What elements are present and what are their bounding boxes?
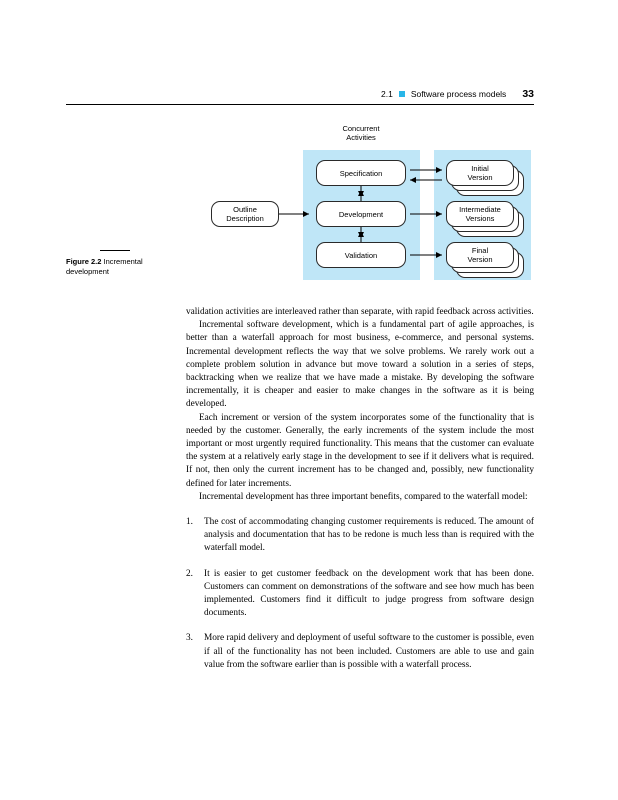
figure-caption-label: Figure 2.2 xyxy=(66,257,102,266)
concurrent-activities-label-line1: Concurrent xyxy=(342,124,380,133)
final-version-line1: Final xyxy=(471,246,489,255)
body-text xyxy=(186,306,534,672)
header-section-number: 2.1 xyxy=(381,89,393,99)
page-header xyxy=(66,88,534,100)
header-divider xyxy=(66,104,534,105)
node-validation xyxy=(316,242,406,268)
node-initial-version xyxy=(446,160,524,196)
outline-description-line1: Outline xyxy=(233,205,257,214)
list-item-text: More rapid delivery and deployment of useful software to the customer is possible, even if all of the functionality has not been included. Customers are able to use and gain value from the software earlier than is possible with a waterfall process. xyxy=(204,633,534,670)
node-specification xyxy=(316,160,406,186)
node-development-label: Development xyxy=(338,209,384,219)
list-item xyxy=(186,568,534,621)
blue-square-icon xyxy=(399,91,405,97)
list-item-text: It is easier to get customer feedback on the development work that has been done. Customers can comment on demonstrations of the software and see how much has been implemented. Customers find it difficult to judge progress from software design documents. xyxy=(204,568,534,619)
list-item-text: The cost of accommodating changing customer requirements is reduced. The amount of analysis and documentation that has to be redone is much less than is required with the waterfall model. xyxy=(204,517,534,554)
initial-version-line1: Initial xyxy=(471,164,489,173)
page-number: 33 xyxy=(522,88,534,100)
paragraph: Incremental development has three important benefits, compared to the waterfall model: xyxy=(199,491,528,502)
node-development xyxy=(316,201,406,227)
paragraph: Incremental software development, which is a fundamental part of agile approaches, is better than a waterfall approach for most business, e-commerce, and personal systems. Incremental development reflects the way that we solve problems. We rarely work out a complete problem solution in advance but move toward a solution in a series of steps, backtracking when we realize that we have made a mistake. By developing the software incrementally, it is cheaper and easier to make changes in the software as it is being developed. xyxy=(186,320,534,410)
intermediate-versions-line1: Intermediate xyxy=(459,205,501,214)
list-item-number: 2. xyxy=(186,568,193,579)
figure-caption-text: Incremental development xyxy=(66,257,143,276)
concurrent-activities-label xyxy=(316,124,406,142)
caption-rule xyxy=(100,250,130,251)
intermediate-versions-box xyxy=(446,201,514,227)
list-item xyxy=(186,632,534,672)
initial-version-line2: Version xyxy=(467,173,493,182)
node-final-version xyxy=(446,242,524,278)
figure-caption xyxy=(66,257,171,277)
node-intermediate-versions xyxy=(446,201,524,237)
list-item-number: 1. xyxy=(186,517,193,528)
node-specification-label: Specification xyxy=(339,168,383,178)
initial-version-box xyxy=(446,160,514,186)
node-validation-label: Validation xyxy=(344,250,378,260)
intermediate-versions-line2: Versions xyxy=(465,214,495,223)
numbered-list xyxy=(186,516,534,672)
list-item xyxy=(186,516,534,556)
node-outline-description xyxy=(211,201,279,227)
paragraph: validation activities are interleaved rather than separate, with rapid feedback across activities. xyxy=(186,307,534,317)
final-version-line2: Version xyxy=(467,255,493,264)
paragraph: Each increment or version of the system incorporates some of the functionality that is needed by the customer. Generally, the early increments of the system include the most important or most urgently required functionality. This means that the customer can evaluate the system at a relatively early stage in the development to see if it delivers what is required. If not, then only the current increment has to be changed and, possibly, new functionality defined for later increments. xyxy=(186,412,534,489)
concurrent-activities-label-line2: Activities xyxy=(346,133,376,142)
header-section-title: Software process models xyxy=(410,89,507,99)
figure-incremental-development xyxy=(66,118,534,293)
final-version-box xyxy=(446,242,514,268)
outline-description-line2: Description xyxy=(226,214,264,223)
list-item-number: 3. xyxy=(186,633,193,644)
